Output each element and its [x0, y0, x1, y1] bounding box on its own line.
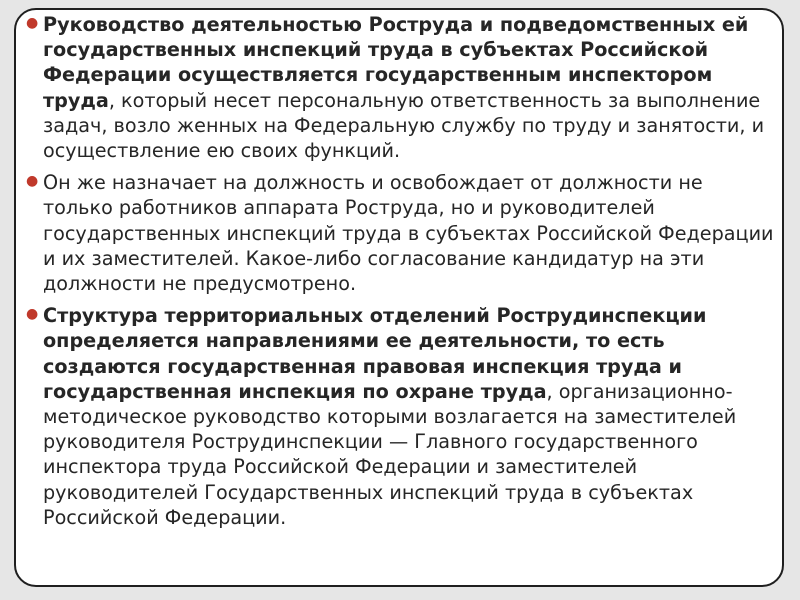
bullet-icon: ●: [26, 306, 39, 323]
paragraph-2-text: Он же назначает на должность и освобождает от должности не только работников аппарата Роструда, но и руководителей государственных инспекций труда в субъектах Российской Федерации и их заместителей. Какое-либо согласование кандидатур на эти должности не предусмотрено.: [43, 171, 774, 296]
paragraph-3-text: , организационно-методическое руководство которыми возлагается на заместителей руководителя Рострудинспекции — Главного государственного инспектора труда Российской Федерации и заместителей руководителей Государственных инспекций труда в субъектах Российской Федерации.: [43, 379, 737, 529]
bullet-icon: ●: [26, 173, 39, 190]
paragraph-2: [26, 170, 778, 296]
paragraph-3: [26, 303, 778, 530]
paragraph-3-bold: Структура территориальных отделений Рострудинспекции определяется направлениями ее деятельности, то есть создаются государственная правовая инспекция труда и государственная инспекция по охране труда: [43, 304, 707, 403]
paragraph-1-text: , который несет персональную ответственность за выполнение задач, возло женных на Федеральную службу по труду и занятости, и осуществление ею своих функций.: [43, 88, 765, 163]
paragraph-1: [26, 12, 778, 163]
paragraph-1-bold: Руководство деятельностью Роструда и подведомственных ей государственных инспекций труда в субъектах Российской Федерации осуществляется государственным инспектором труда: [43, 13, 749, 112]
bullet-icon: ●: [26, 15, 39, 31]
slide-body: [26, 12, 778, 537]
